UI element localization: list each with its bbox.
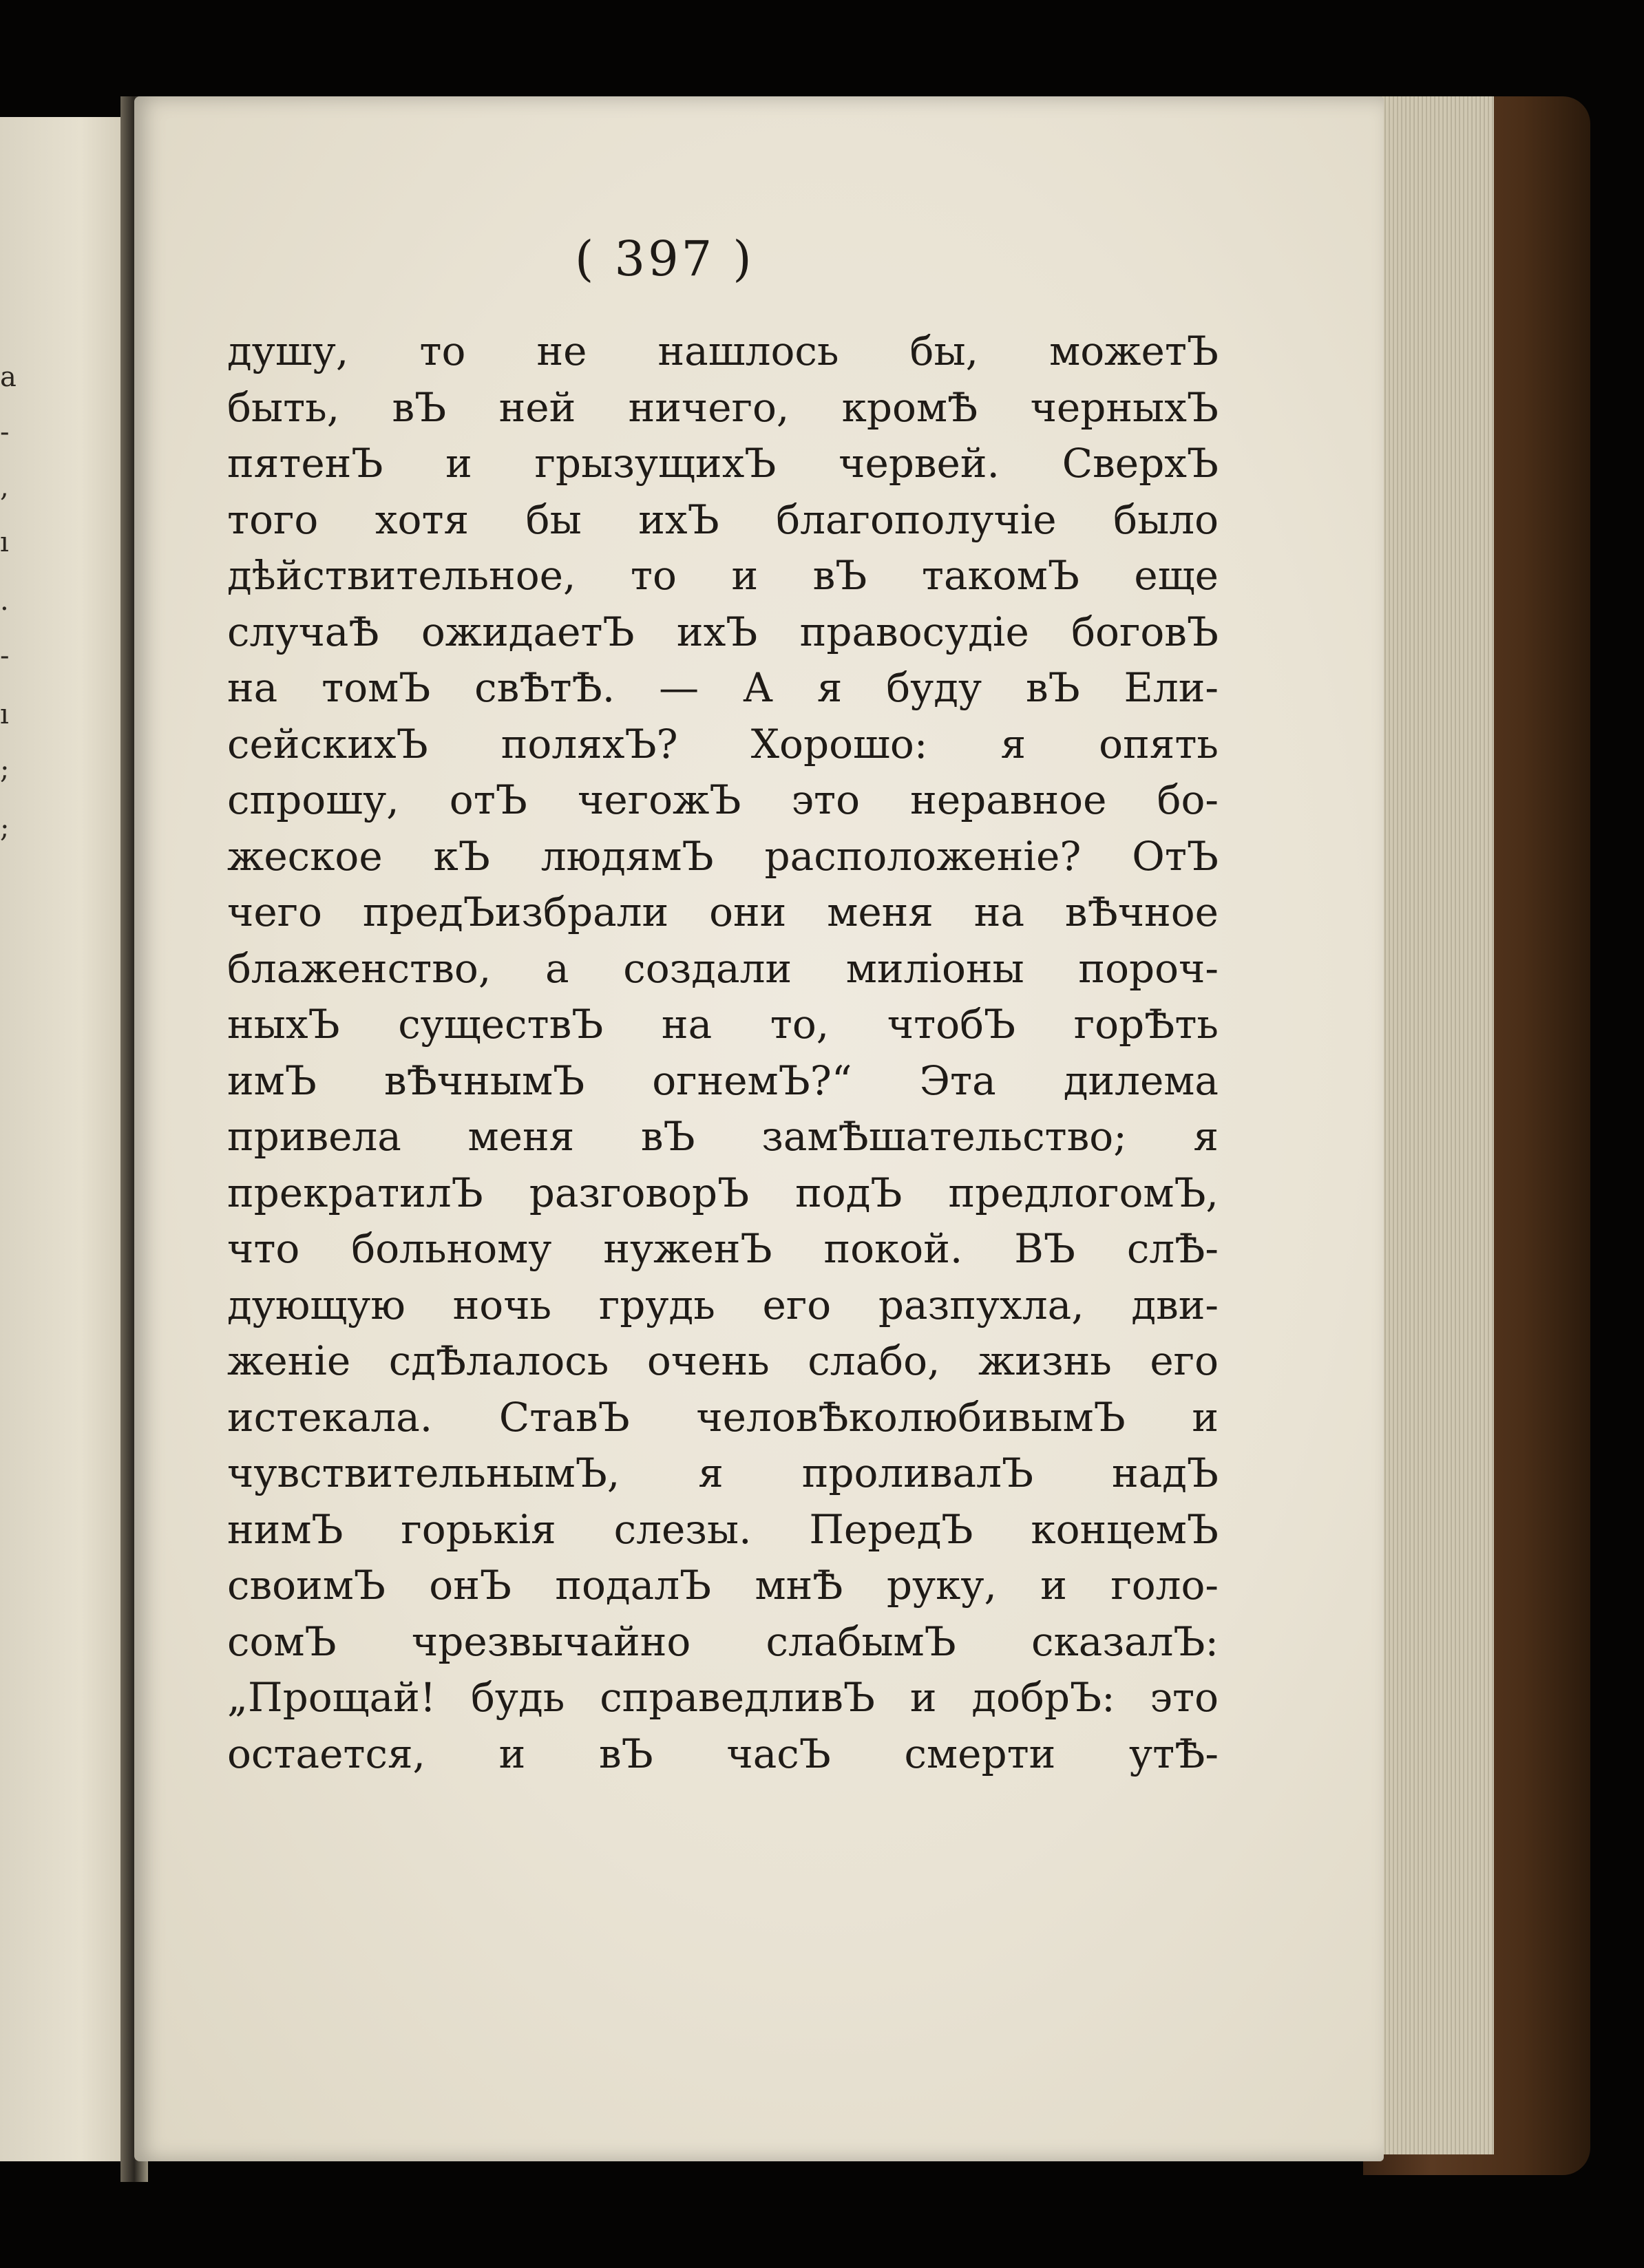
text-line: случаѢ ожидаетЪ ихЪ правосудіе боговЪ — [227, 608, 1219, 655]
text-line: ныхЪ существЪ на то, чтобЪ горѢть — [227, 1001, 1219, 1048]
text-line: дующую ночь грудь его разпухла, дви- — [227, 1281, 1219, 1328]
text-line: того хотя бы ихЪ благополучіе было — [227, 496, 1219, 543]
text-line: быть, вЪ ней ничего, кромѢ черныхЪ — [227, 383, 1219, 431]
page-text — [227, 324, 1219, 1782]
text-line: прекратилЪ разговорЪ подЪ предлогомЪ, — [227, 1169, 1219, 1216]
text-line: что больному нуженЪ покой. ВЪ слѢ- — [227, 1225, 1219, 1272]
left-page-fragment: - — [0, 640, 10, 672]
left-page-fragment: , — [0, 471, 9, 503]
text-line: женіе сдѢлалось очень слабо, жизнь его — [227, 1337, 1219, 1384]
text-line: спрошу, отЪ чегожЪ это неравное бо- — [227, 776, 1219, 823]
text-line: на томЪ свѢтѢ. — А я буду вЪ Ели- — [227, 664, 1219, 711]
text-line: нимЪ горькія слезы. ПередЪ концемЪ — [227, 1505, 1219, 1553]
left-page-fragment: ı — [0, 527, 9, 558]
text-line: истекала. СтавЪ человѢколюбивымЪ и — [227, 1393, 1219, 1441]
left-page — [0, 117, 134, 2161]
text-line: блаженство, а создали миліоны пороч- — [227, 944, 1219, 992]
text-line: своимЪ онЪ подалЪ мнѢ руку, и голо- — [227, 1562, 1219, 1609]
text-line: привела меня вЪ замѢшательство; я — [227, 1113, 1219, 1160]
text-line: дѣйствительное, то и вЪ такомЪ еще — [227, 552, 1219, 599]
left-page-fragment: ; — [0, 812, 10, 844]
left-page-fragment: - — [0, 416, 10, 448]
text-line: сейскихЪ поляхЪ? Хорошо: я опять — [227, 720, 1219, 767]
text-line: „Прощай! будь справедливЪ и добрЪ: это — [227, 1674, 1219, 1721]
text-line: душу, то не нашлось бы, можетЪ — [227, 328, 1219, 374]
left-page-fragment: а — [0, 361, 17, 393]
left-page-fragment: ı — [0, 699, 9, 730]
text-line: чего предЪизбрали они меня на вѢчное — [227, 889, 1219, 935]
text-line: имЪ вѢчнымЪ огнемЪ?“ Эта дилема — [227, 1057, 1219, 1104]
text-line: жеское кЪ людямЪ расположеніе? ОтЪ — [227, 832, 1219, 880]
text-line: чувствительнымЪ, я проливалЪ надЪ — [227, 1450, 1219, 1496]
left-page-fragment: . — [0, 585, 9, 617]
page-edges — [1370, 96, 1494, 2154]
left-page-fragment: ; — [0, 754, 10, 785]
page-number: ( 397 ) — [575, 231, 755, 287]
text-line: остается, и вЪ часЪ смерти утѢ- — [227, 1730, 1219, 1777]
text-line: сомЪ чрезвычайно слабымЪ сказалЪ: — [227, 1618, 1219, 1665]
text-line: пятенЪ и грызущихЪ червей. СверхЪ — [227, 440, 1219, 487]
